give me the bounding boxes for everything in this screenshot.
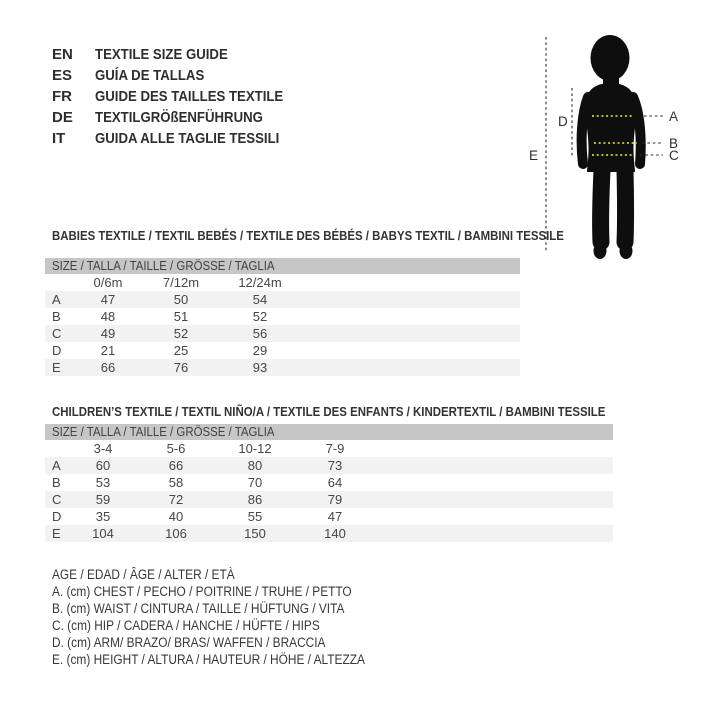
- table-row: [45, 325, 520, 342]
- size-value: 76: [173, 360, 189, 375]
- size-value: 40: [168, 509, 184, 524]
- row-label: B: [52, 309, 61, 324]
- row-label: D: [52, 509, 62, 524]
- size-value: 86: [247, 492, 263, 507]
- size-value: 58: [168, 475, 184, 490]
- language-row: [52, 44, 309, 65]
- table-row: [45, 525, 613, 542]
- language-row: [52, 65, 309, 86]
- size-header-bar: SIZE / TALLA / TAILLE / GRÖSSE / TAGLIA: [45, 424, 613, 440]
- row-label: A: [52, 458, 61, 473]
- size-value: 49: [100, 326, 116, 341]
- table-row: [45, 359, 520, 376]
- table-row: [45, 457, 613, 474]
- language-title-list: [52, 44, 309, 149]
- legend-chest-line: A. (cm) CHEST / PECHO / POITRINE / TRUHE / PETTO: [52, 584, 352, 599]
- language-row: [52, 107, 309, 128]
- size-value: 104: [92, 526, 114, 541]
- label-height-e: E: [529, 148, 539, 163]
- language-code: EN: [52, 46, 73, 63]
- size-value: 29: [252, 343, 268, 358]
- size-value: 93: [252, 360, 268, 375]
- language-code: FR: [52, 88, 72, 105]
- size-value: 53: [95, 475, 111, 490]
- children-size-table: [45, 424, 613, 542]
- size-value: 106: [165, 526, 187, 541]
- column-header: 5-6: [166, 441, 186, 456]
- size-value: 72: [168, 492, 184, 507]
- children-section-title: CHILDREN’S TEXTILE / TEXTIL NIÑO/A / TEXTILE DES ENFANTS / KINDERTEXTIL / BAMBINI TESSILE: [52, 404, 606, 419]
- measurement-legend: [52, 566, 408, 668]
- legend-hip-line: C. (cm) HIP / CADERA / HANCHE / HÜFTE / HIPS: [52, 618, 320, 633]
- guide-title: TEXTILGRÖßENFÜHRUNG: [95, 109, 263, 126]
- table-row: [45, 308, 520, 325]
- row-label: B: [52, 475, 61, 490]
- size-value: 51: [173, 309, 189, 324]
- language-row: [52, 128, 309, 149]
- size-value: 60: [95, 458, 111, 473]
- column-header: 0/6m: [93, 275, 123, 290]
- column-header: 12/24m: [238, 275, 282, 290]
- language-code: ES: [52, 67, 73, 84]
- size-value: 50: [173, 292, 189, 307]
- guide-title: GUÍA DE TALLAS: [95, 67, 205, 84]
- row-label: A: [52, 292, 61, 307]
- size-value: 25: [173, 343, 189, 358]
- language-code: DE: [52, 109, 73, 126]
- legend-waist-line: B. (cm) WAIST / CINTURA / TAILLE / HÜFTUNG / VITA: [52, 601, 345, 616]
- size-value: 47: [327, 509, 343, 524]
- legend-height-line: E. (cm) HEIGHT / ALTURA / HAUTEUR / HÖHE / ALTEZZA: [52, 652, 365, 667]
- size-value: 48: [100, 309, 116, 324]
- size-value: 52: [173, 326, 189, 341]
- label-chest-a: A: [669, 109, 679, 124]
- size-value: 70: [247, 475, 263, 490]
- table-row: [45, 474, 613, 491]
- size-header-bar: SIZE / TALLA / TAILLE / GRÖSSE / TAGLIA: [45, 258, 520, 274]
- babies-size-table: [45, 258, 520, 376]
- size-value: 150: [244, 526, 266, 541]
- size-value: 140: [324, 526, 346, 541]
- size-value: 55: [247, 509, 263, 524]
- size-value: 79: [327, 492, 343, 507]
- table-row: [45, 508, 613, 525]
- table-row: [45, 291, 520, 308]
- column-header: 7-9: [325, 441, 345, 456]
- column-header-row: [45, 274, 520, 291]
- language-row: [52, 86, 309, 107]
- size-value: 35: [95, 509, 111, 524]
- size-value: 21: [100, 343, 116, 358]
- table-row: [45, 342, 520, 359]
- size-value: 52: [252, 309, 268, 324]
- row-label: D: [52, 343, 62, 358]
- column-header-row: [45, 440, 613, 457]
- size-value: 54: [252, 292, 268, 307]
- size-value: 64: [327, 475, 343, 490]
- label-waist-b: B: [669, 136, 679, 151]
- column-header: 10-12: [238, 441, 272, 456]
- legend-arm-line: D. (cm) ARM/ BRAZO/ BRAS/ WAFFEN / BRACCIA: [52, 635, 326, 650]
- size-value: 80: [247, 458, 263, 473]
- legend-age-line: AGE / EDAD / ÂGE / ALTER / ETÀ: [52, 567, 235, 582]
- label-arm-d: D: [558, 114, 568, 129]
- row-label: E: [52, 526, 61, 541]
- size-value: 73: [327, 458, 343, 473]
- row-label: C: [52, 492, 62, 507]
- row-label: E: [52, 360, 61, 375]
- column-header: 3-4: [93, 441, 113, 456]
- size-value: 66: [100, 360, 116, 375]
- label-hip-c: C: [669, 148, 679, 163]
- babies-section-title: BABIES TEXTILE / TEXTIL BEBÉS / TEXTILE DES BÉBÉS / BABYS TEXTIL / BAMBINI TESSILE: [52, 228, 564, 243]
- guide-title: GUIDA ALLE TAGLIE TESSILI: [95, 130, 280, 147]
- child-silhouette-icon: [582, 35, 641, 259]
- table-row: [45, 491, 613, 508]
- size-value: 66: [168, 458, 184, 473]
- row-label: C: [52, 326, 62, 341]
- column-header: 7/12m: [162, 275, 200, 290]
- guide-title: TEXTILE SIZE GUIDE: [95, 46, 228, 63]
- guide-title: GUIDE DES TAILLES TEXTILE: [95, 88, 284, 105]
- size-value: 56: [252, 326, 268, 341]
- language-code: IT: [52, 130, 66, 147]
- size-value: 59: [95, 492, 111, 507]
- size-value: 47: [100, 292, 116, 307]
